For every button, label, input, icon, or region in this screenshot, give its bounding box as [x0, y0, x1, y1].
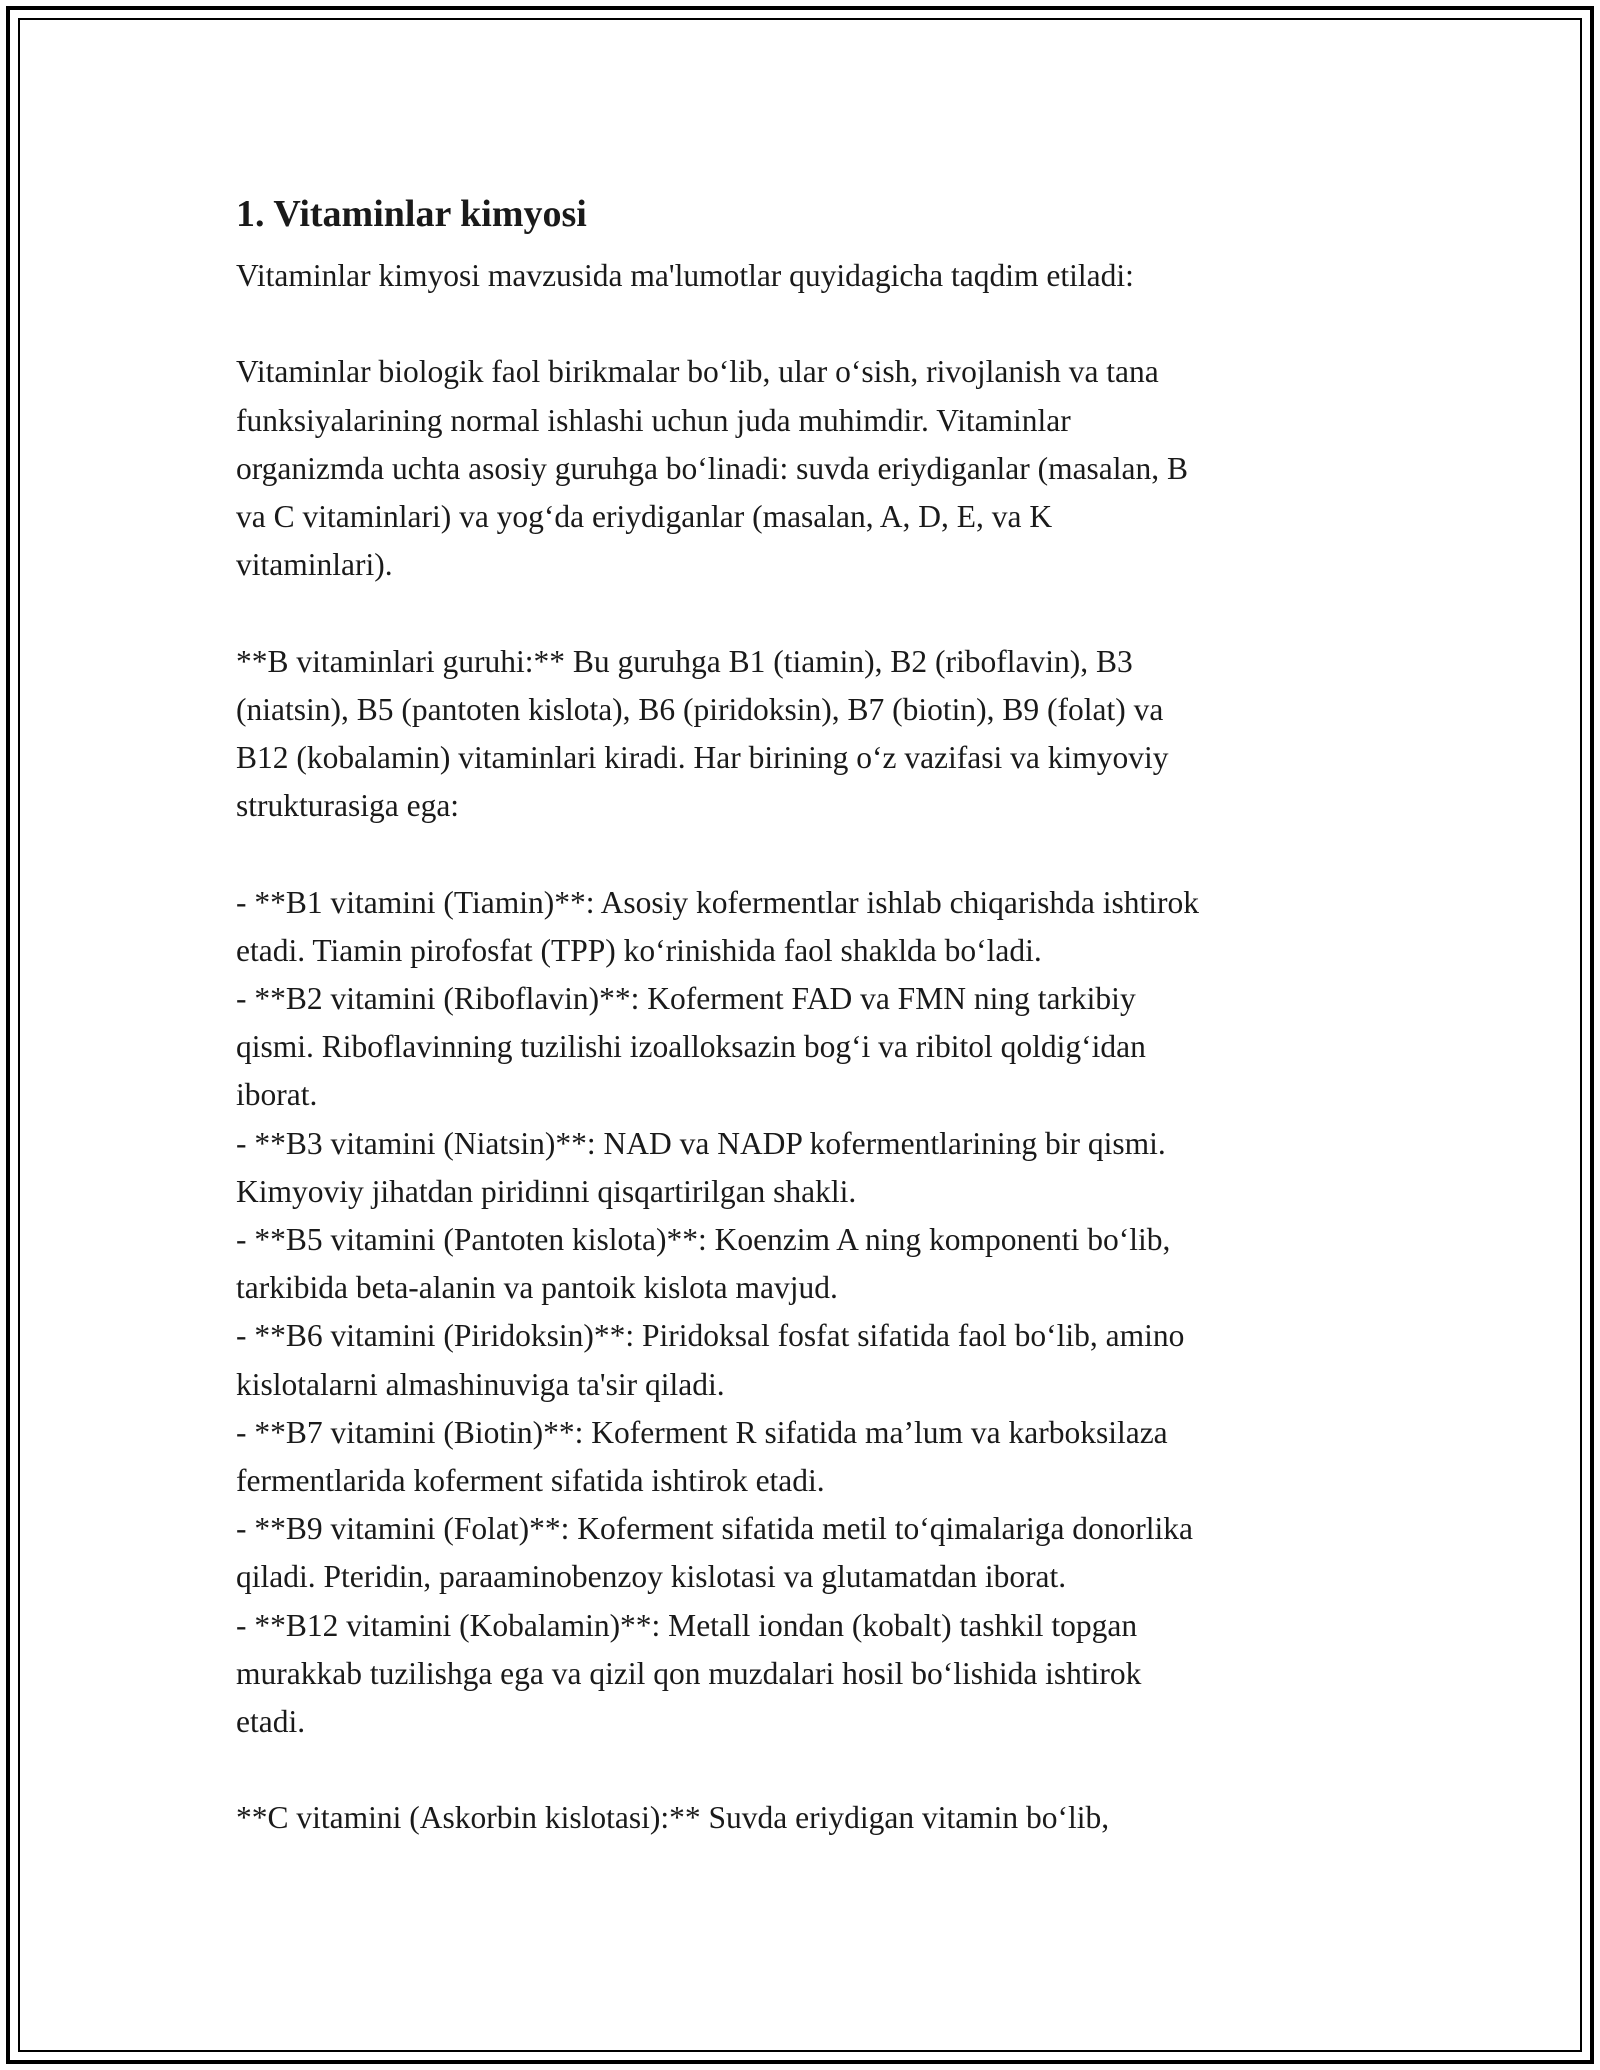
spacer	[236, 1746, 1386, 1794]
vitamin-c-paragraph: **C vitamini (Askorbin kislotasi):** Suvda eriydigan vitamin bo‘lib,	[236, 1800, 1110, 1836]
spacer	[236, 830, 1386, 878]
list-item-b1: - **B1 vitamini (Tiamin)**: Asosiy kofermentlar ishlab chiqarishda ishtirok etadi. Tiamin pirofosfat (TPP) ko‘rinishida faol shaklda bo‘ladi.	[236, 884, 1199, 968]
list-item-b12: - **B12 vitamini (Kobalamin)**: Metall iondan (kobalt) tashkil topgan murakkab tuzilishga ega va qizil qon muzdalari hosil bo‘lishida ishtirok etadi.	[236, 1607, 1142, 1740]
list-item-b3: - **B3 vitamini (Niatsin)**: NAD va NADP kofermentlarining bir qismi. Kimyoviy jihatdan piridinni qisqartirilgan shakli.	[236, 1125, 1166, 1209]
spacer	[236, 300, 1386, 348]
intro-paragraph: Vitaminlar kimyosi mavzusida ma'lumotlar quyidagicha taqdim etiladi:	[236, 258, 1134, 293]
spacer	[236, 589, 1386, 637]
vitamins-overview-paragraph: Vitaminlar biologik faol birikmalar bo‘lib, ular o‘sish, rivojlanish va tana funksiyalarining normal ishlashi uchun juda muhimdir. Vitaminlar organizmda uchta asosiy guruhga bo‘linadi: suvda eriydiganlar (masalan, B va C vitaminlari) va yog‘da eriydiganlar (masalan, A, D, E, va K vitaminlari).	[236, 354, 1189, 583]
document-heading: 1. Vitaminlar kimyosi	[236, 193, 587, 235]
list-item-b9: - **B9 vitamini (Folat)**: Koferment sifatida metil to‘qimalariga donorlika qiladi. Pteridin, paraaminobenzoy kislotasi va glutamatdan iborat.	[236, 1511, 1194, 1595]
list-item-b7: - **B7 vitamini (Biotin)**: Koferment R sifatida ma’lum va karboksilaza fermentlarida koferment sifatida ishtirok etadi.	[236, 1414, 1168, 1499]
b-vitamins-list	[236, 879, 1386, 1747]
document-body	[236, 184, 1386, 1843]
list-item-b6: - **B6 vitamini (Piridoksin)**: Piridoksal fosfat sifatida faol bo‘lib, amino kislotalarni almashinuviga ta'sir qiladi.	[236, 1318, 1185, 1402]
list-item-b5: - **B5 vitamini (Pantoten kislota)**: Koenzim A ning komponenti bo‘lib, tarkibida beta-alanin va pantoik kislota mavjud.	[236, 1222, 1171, 1306]
list-item-b2: - **B2 vitamini (Riboflavin)**: Koferment FAD va FMN ning tarkibiy qismi. Riboflavinning tuzilishi izoalloksazin bog‘i va ribitol qoldig‘idan iborat.	[236, 981, 1146, 1113]
b-group-paragraph: **B vitaminlari guruhi:** Bu guruhga B1 (tiamin), B2 (riboflavin), B3 (niatsin), B5 (pantoten kislota), B6 (piridoksin), B7 (biotin), B9 (folat) va B12 (kobalamin) vitaminlari kiradi. Har birining o‘z vazifasi va kimyoviy strukturasiga ega:	[236, 643, 1169, 824]
